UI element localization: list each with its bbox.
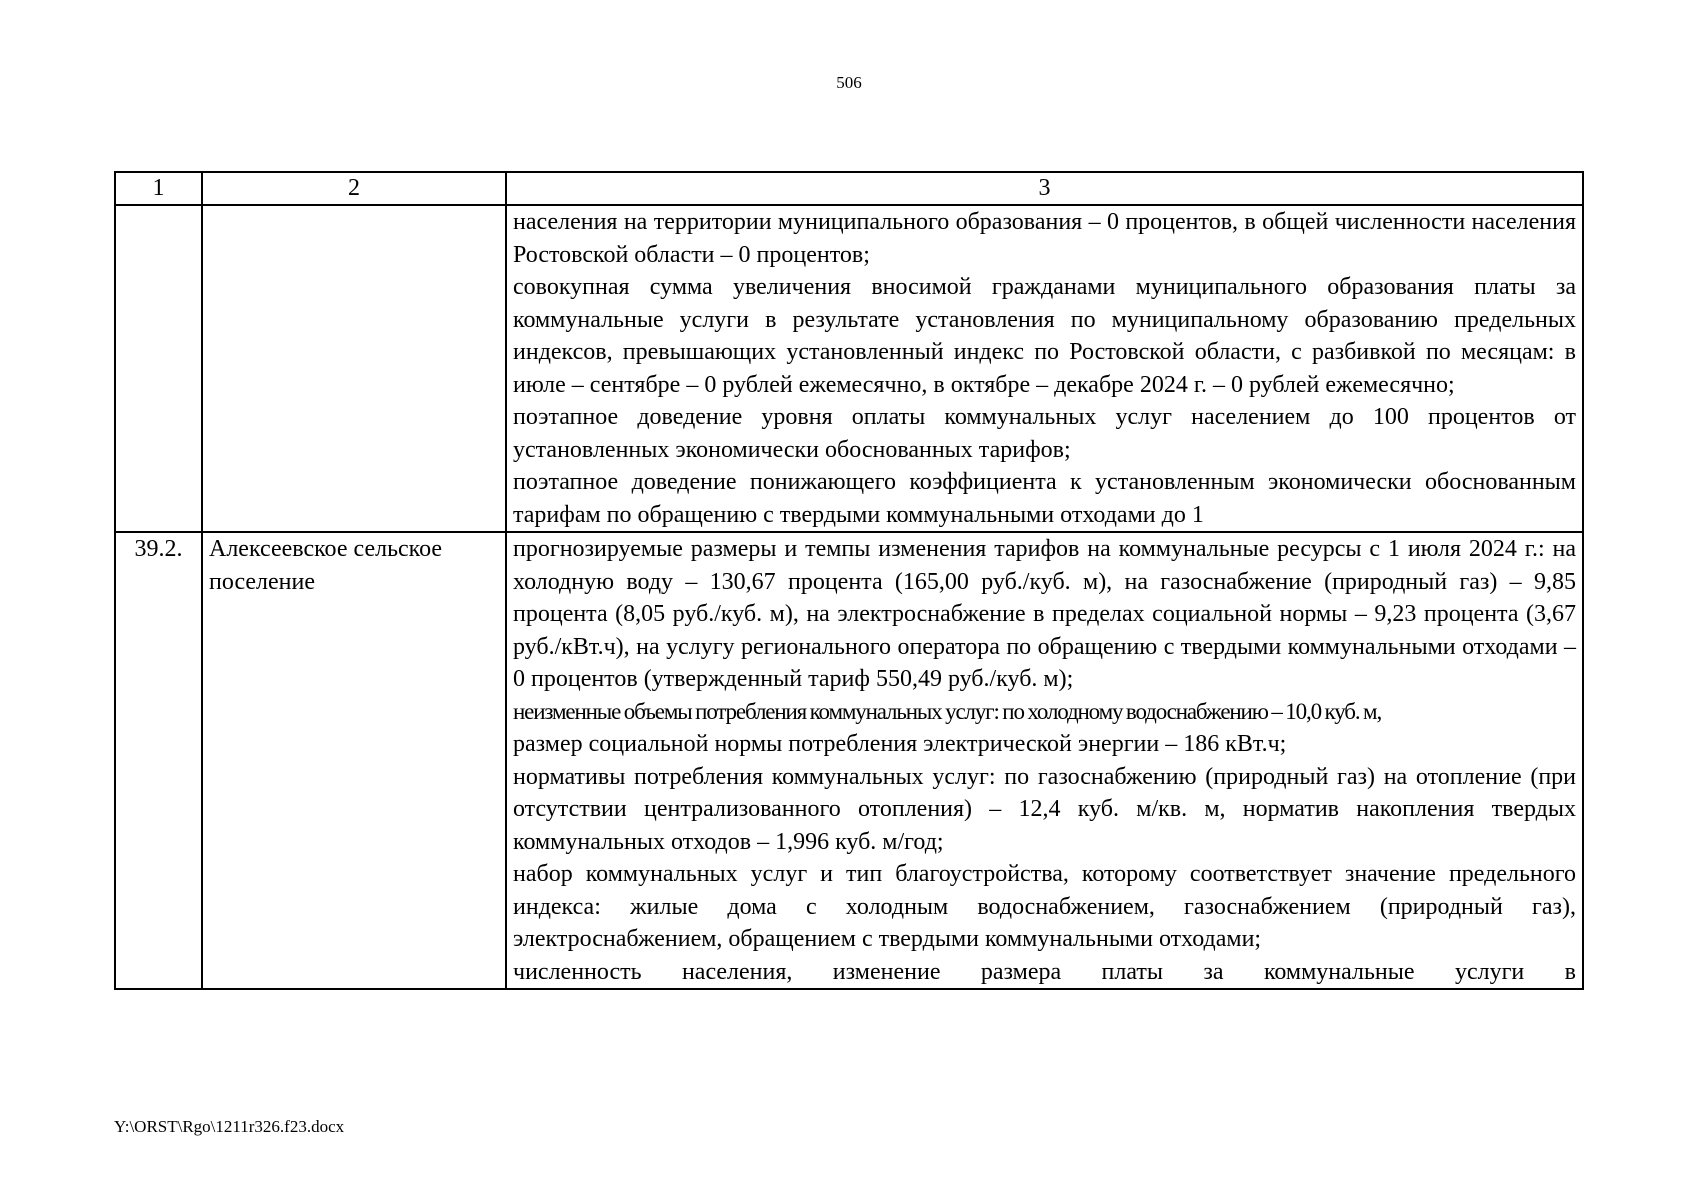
row-number-cell: 39.2. xyxy=(115,532,202,989)
paragraph: нормативы потребления коммунальных услуг: по газоснабжению (природный газ) на отопление (при отсутствии централизованного отопления) – 12,4 куб. м/кв. м, норматив накопления твердых коммунальных отходов – 1,996 куб. м/год; xyxy=(513,763,1576,855)
row-number-cell xyxy=(115,205,202,532)
table-row xyxy=(115,532,1583,989)
paragraph: размер социальной нормы потребления электрической энергии – 186 кВт.ч; xyxy=(513,731,1287,757)
table-row xyxy=(115,205,1583,532)
settlement-name-cell: Алексеевское сельское поселение xyxy=(202,532,506,989)
page-number: 506 xyxy=(836,73,862,92)
tariff-table xyxy=(114,171,1584,990)
paragraph: совокупная сумма увеличения вносимой гражданами муниципального образования платы за коммунальные услуги в результате установления по муниципальному образованию предельных индексов, превышающих установленный индекс по Ростовской области, с разбивкой по месяцам: в июле – сентябре – 0 рублей ежемесячно, в октябре – декабре 2024 г. – 0 рублей ежемесячно; xyxy=(513,274,1576,398)
paragraph: набор коммунальных услуг и тип благоустройства, которому соответствует значение предельного индекса: жилые дома с холодным водоснабжением, газоснабжением (природный газ), электроснабжением, обращением с твердыми коммунальными отходами; xyxy=(513,861,1576,952)
paragraph: прогнозируемые размеры и темпы изменения тарифов на коммунальные ресурсы с 1 июля 2024 г.: на холодную воду – 130,67 процента (165,00 руб./куб. м), на газоснабжение (природный газ) – 9,85 процента (8,05 руб./куб. м), на электроснабжение в пределах социальной нормы – 9,23 процента (3,67 руб./кВт.ч), на услугу регионального оператора по обращению с твердыми коммунальными отходами – 0 процентов (утвержденный тариф 550,49 руб./куб. м); xyxy=(513,536,1576,692)
header-col-1: 1 xyxy=(115,172,202,205)
header-col-3: 3 xyxy=(506,172,1583,205)
footer-file-path: Y:\ORST\Rgo\1211r326.f23.docx xyxy=(114,1117,345,1136)
description-cell xyxy=(506,532,1583,989)
table-header-row xyxy=(115,172,1583,205)
paragraph: численность населения, изменение размера платы за коммунальные услуги в xyxy=(513,958,1576,985)
paragraph: неизменные объемы потребления коммунальных услуг: по холодному водоснабжению – 10,0 куб. м, xyxy=(513,698,1382,724)
description-cell xyxy=(506,205,1583,532)
paragraph: поэтапное доведение понижающего коэффициента к установленным экономически обоснованным тарифам по обращению с твердыми коммунальными отходами до 1 xyxy=(513,469,1576,528)
settlement-name-cell xyxy=(202,205,506,532)
paragraph: поэтапное доведение уровня оплаты коммунальных услуг населением до 100 процентов от установленных экономически обоснованных тарифов; xyxy=(513,404,1576,463)
header-col-2: 2 xyxy=(202,172,506,205)
paragraph: населения на территории муниципального образования – 0 процентов, в общей численности населения Ростовской области – 0 процентов; xyxy=(513,209,1576,268)
